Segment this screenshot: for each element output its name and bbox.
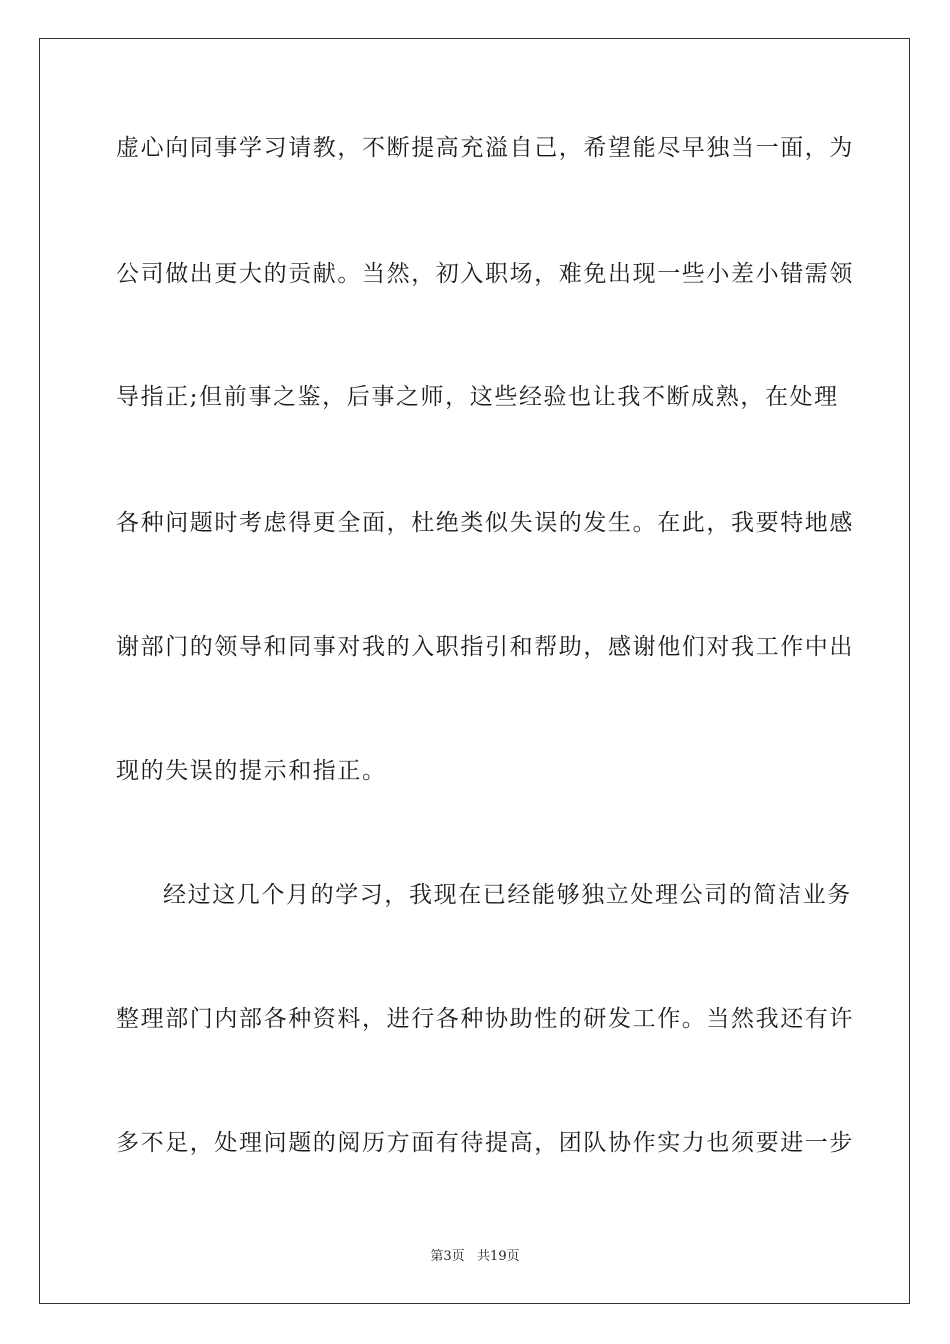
body-text-line: 虚心向同事学习请教，不断提高充溢自己，希望能尽早独当一面，为 xyxy=(116,135,854,161)
body-text-line: 公司做出更大的贡献。当然，初入职场，难免出现一些小差小错需领 xyxy=(116,261,854,287)
body-text-line: 谢部门的领导和同事对我的入职指引和帮助，感谢他们对我工作中出 xyxy=(116,634,854,660)
body-text-line: 导指正;但前事之鉴，后事之师，这些经验也让我不断成熟，在处理 xyxy=(116,384,839,410)
body-text-line: 现的失误的提示和指正。 xyxy=(116,758,387,784)
page-border xyxy=(39,38,910,1304)
body-text-line: 整理部门内部各种资料，进行各种协助性的研发工作。当然我还有许 xyxy=(116,1006,854,1032)
paragraph-first-line: 经过这几个月的学习，我现在已经能够独立处理公司的简洁业务 xyxy=(163,882,852,908)
body-text-line: 多不足，处理问题的阅历方面有待提高，团队协作实力也须要进一步 xyxy=(116,1130,854,1156)
page-number-footer: 第3页 共19页 xyxy=(430,1249,520,1264)
body-text-line: 各种问题时考虑得更全面，杜绝类似失误的发生。在此，我要特地感 xyxy=(116,510,854,536)
